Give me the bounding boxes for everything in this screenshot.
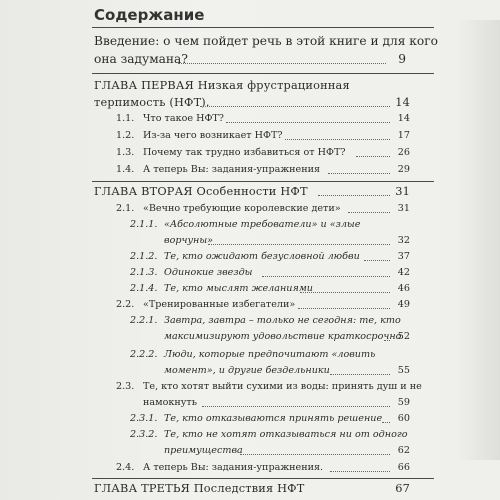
section-page: 49 (397, 299, 410, 310)
dot-leader (240, 454, 390, 455)
subsection-page: 46 (397, 283, 410, 294)
intro-line1: Введение: о чем пойдет речь в этой книге и для кого (94, 34, 438, 48)
subsection-title: Те, кто мыслят желаниями (164, 283, 313, 294)
section-number: 1.3. (116, 147, 135, 158)
chapter3-title: ГЛАВА ТРЕТЬЯ Последствия НФТ (94, 482, 305, 495)
subsection-number: 2.2.1. (130, 315, 158, 326)
section-number: 2.2. (116, 299, 135, 310)
section-title: Из-за чего возникает НФТ? (143, 130, 283, 141)
section-rule (92, 181, 434, 182)
section-title: А теперь Вы: задания-упражнения. (143, 462, 324, 473)
chapter2-title: ГЛАВА ВТОРАЯ Особенности НФТ (94, 185, 308, 198)
subsection-page: 42 (397, 267, 410, 278)
subsection-title: Завтра, завтра – только не сегодня: те, кто (164, 315, 401, 326)
section-title: Что такое НФТ? (143, 113, 224, 124)
section-rule (92, 478, 434, 479)
section-title: Почему так трудно избавиться от НФТ? (143, 147, 346, 158)
section-page: 17 (397, 130, 410, 141)
subsection-title: Одинокие звезды (164, 267, 253, 278)
section-page: 14 (397, 113, 410, 124)
section-number: 1.4. (116, 164, 135, 175)
intro-line2: она задумана? (94, 52, 188, 66)
subsection-page: 62 (397, 445, 410, 456)
page-edge-shadow (456, 20, 500, 460)
chapter2-page: 31 (395, 185, 410, 198)
dot-leader (285, 139, 390, 140)
dot-leader (178, 63, 386, 64)
dot-leader (300, 292, 390, 293)
subsection-number: 2.1.2. (130, 251, 158, 262)
section-rule (92, 73, 434, 74)
chapter3-page: 67 (395, 482, 410, 495)
toc-heading: Содержание (94, 6, 205, 24)
dot-leader (384, 340, 390, 341)
intro-page: 9 (398, 52, 406, 66)
section-number: 2.3. (116, 381, 135, 392)
subsection-title: Те, кто не хотят отказываться ни от одного (164, 429, 408, 440)
subsection-page: 37 (397, 251, 410, 262)
dot-leader (330, 374, 390, 375)
subsection-title: Люди, которые предпочитают «ловить (164, 349, 376, 360)
subsection-title: «Абсолютные требователи» и «злые (164, 219, 361, 230)
chapter1-page: 14 (395, 96, 410, 109)
subsection-title-cont: момент», и другие бездельники (164, 365, 330, 376)
subsection-title: Те, кто отказываются принять решение (164, 413, 383, 424)
subsection-title-cont: преимущества (164, 445, 243, 456)
section-number: 1.2. (116, 130, 135, 141)
subsection-number: 2.2.2. (130, 349, 158, 360)
section-title: Те, кто хотят выйти сухими из воды: принять душ и не (143, 381, 422, 392)
dot-leader (298, 308, 390, 309)
subsection-title: Те, кто ожидают безусловной любви (164, 251, 360, 262)
subsection-number: 2.1.4. (130, 283, 158, 294)
section-number: 2.1. (116, 203, 135, 214)
dot-leader (208, 244, 390, 245)
subsection-title-cont: ворчуны» (164, 235, 214, 246)
section-page: 59 (397, 397, 410, 408)
section-page: 31 (397, 203, 410, 214)
dot-leader (330, 471, 390, 472)
dot-leader (382, 422, 390, 423)
subsection-page: 60 (397, 413, 410, 424)
section-page: 29 (397, 164, 410, 175)
subsection-number: 2.3.1. (130, 413, 158, 424)
section-title: «Тренированные избегатели» (143, 299, 296, 310)
section-number: 2.4. (116, 462, 135, 473)
subsection-page: 55 (397, 365, 410, 376)
dot-leader (262, 276, 390, 277)
dot-leader (200, 106, 390, 107)
dot-leader (328, 173, 390, 174)
subsection-title-cont: максимизируют удовольствие краткосрочно (164, 331, 402, 342)
chapter1-title-line2: терпимость (НФТ). (94, 96, 210, 109)
section-page: 66 (397, 462, 410, 473)
subsection-number: 2.1.1. (130, 219, 158, 230)
subsection-number: 2.1.3. (130, 267, 158, 278)
dot-leader (348, 212, 390, 213)
dot-leader (318, 195, 390, 196)
dot-leader (356, 156, 390, 157)
section-title: А теперь Вы: задания-упражнения (143, 164, 321, 175)
section-page: 26 (397, 147, 410, 158)
subsection-page: 52 (397, 331, 410, 342)
section-title-cont: намокнуть (143, 397, 197, 408)
dot-leader (202, 406, 390, 407)
subsection-number: 2.3.2. (130, 429, 158, 440)
chapter1-title-line1: ГЛАВА ПЕРВАЯ Низкая фрустрационная (94, 79, 350, 92)
dot-leader (364, 260, 390, 261)
section-title: «Вечно требующие королевские дети» (143, 203, 341, 214)
subsection-page: 32 (397, 235, 410, 246)
dot-leader (226, 122, 390, 123)
heading-rule (92, 27, 434, 28)
section-number: 1.1. (116, 113, 135, 124)
